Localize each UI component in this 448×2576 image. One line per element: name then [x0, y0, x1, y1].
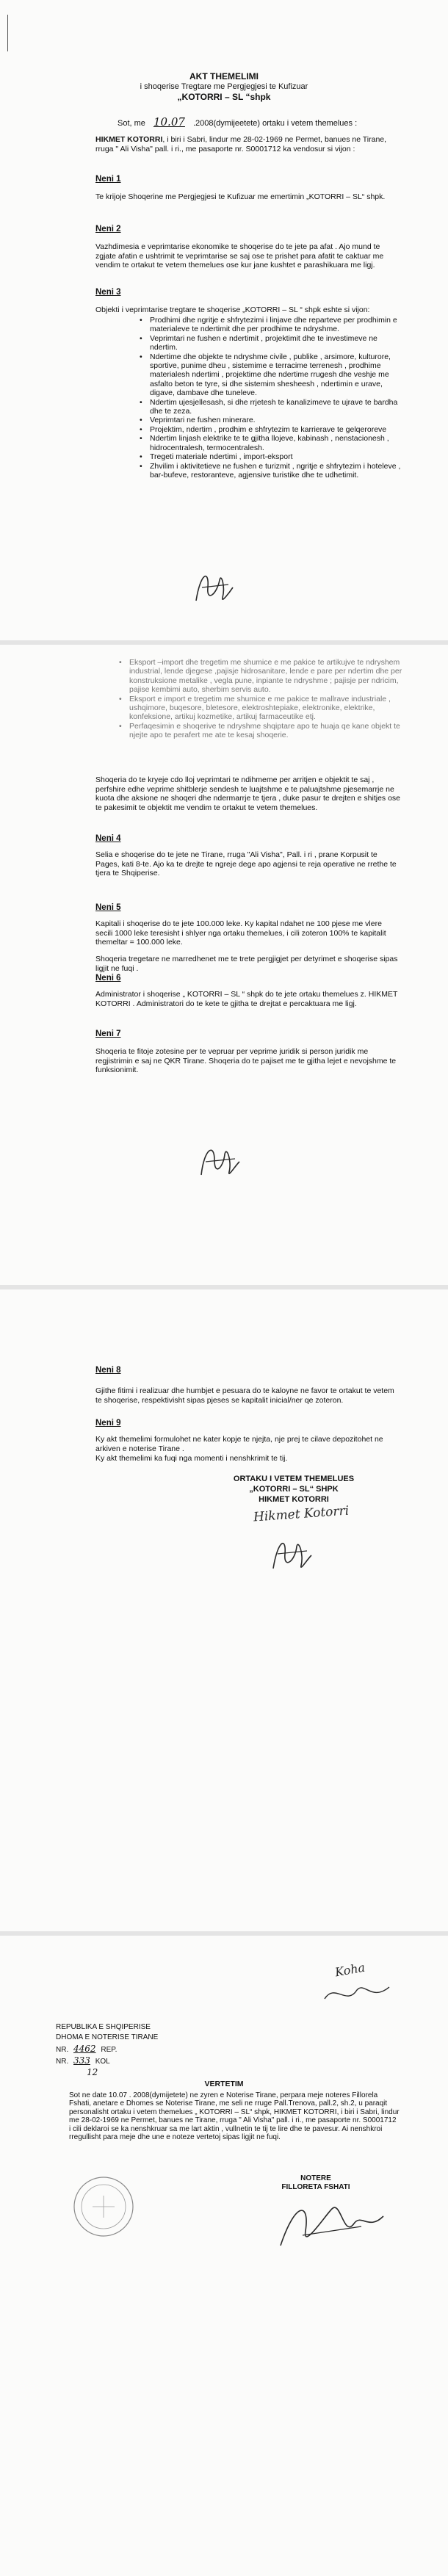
- nr2-value: 333: [73, 2055, 90, 2066]
- rep-label: REP.: [101, 2046, 118, 2054]
- article-5-text: Kapitali i shoqerise do te jete 100.000 leke. Ky kapital ndahet ne 100 pjese me vlere secili 1000 leke teresisht i shlyer nga ortaku themelues, i cili zoteron 100% te kapitalit themeltar = 100.000 leke.: [95, 919, 386, 947]
- initials-signature-3: [264, 1532, 316, 1576]
- date-suffix: .2008(dymijeetete) ortaku i vetem themelues :: [192, 119, 358, 128]
- initials-signature-1: [187, 565, 239, 609]
- initials-signature-2: [192, 1138, 244, 1182]
- list-item: • Perfaqesimin e shoqerive te ndryshme shqiptare apo te huaja qe kane objekt te njejte apo te perafert me ate te kesaj shoqerie.: [116, 722, 402, 740]
- list-item: • Ndertim linjash elektrike te te gjitha llojeve, kabinash , nenstacionesh , hidrocentralesh, termocentralesh.: [137, 434, 401, 452]
- activities-list-2: [116, 658, 402, 740]
- list-item: • Veprimtari ne fushen minerare.: [137, 416, 401, 424]
- article-8-title: Neni 8: [95, 1366, 121, 1375]
- article-9-title: Neni 9: [95, 1419, 121, 1428]
- verification-heading: VERTETIM: [204, 2080, 244, 2088]
- handwritten-note: Koha: [333, 1960, 366, 1980]
- list-item: • Zhvilim i aktivitetieve ne fushen e turizmit , ngritje e shfrytezim i hoteleve , bar-bufeve, restoranteve, agjensive turistike dhe te udhetimit.: [137, 462, 401, 480]
- article-2-text: Vazhdimesia e veprimtarise ekonomike te shoqerise do te jete pa afat . Ajo mund te zgjate afatin e ushtrimit te veprimtarise se saj ose te prishet para afatit te caktuar me vendim te ortakut te vetem themelues ose kur jane kushtet e parashikuara me ligj.: [95, 242, 384, 270]
- list-item: • Veprimtari ne fushen e ndertimit , projektimit dhe te investimeve ne ndertim.: [137, 334, 401, 352]
- handwritten-signature: Hikmet Kotorri: [253, 1503, 350, 1525]
- nr2-label: NR.: [56, 2058, 69, 2066]
- article-9-text: Ky akt themelimi formulohet ne kater kopje te njejta, nje prej te cilave depozitohet ne arkiven e noterise Tirane .: [95, 1435, 383, 1453]
- article-6-title: Neni 6: [95, 974, 121, 983]
- signatory-name: HIKMET KOTORRI: [259, 1495, 329, 1504]
- page-1: [0, 0, 448, 640]
- list-item: • Ndertime dhe objekte te ndryshme civile , publike , arsimore, kulturore, sportive, punime dheu , sistemime e terracime terrenesh , prodhime materialesh ndertimi , projektime dhe ndertime rrugesh dhe veshje me asfalto beton te tyre, si dhe sistemim shesheesh , ndertimin e urave, digave, dambave dhe tuneleve.: [137, 352, 401, 398]
- article-1-text: Te krijoje Shoqerine me Pergjegjesi te Kufizuar me emertimin „KOTORRI – SL“ shpk.: [95, 192, 386, 201]
- list-item: • Eksport –import dhe tregetim me shumice e me pakice te artikujve te ndryshem industrial, lende djegese ,pajisje hidrosanitare, lende e pare per ndertim dhe per konstruksione metalike , vegla pune, inpiante te ndryshme ; pajisje per ndricim, pajise kembimi auto, sherbim servis auto.: [116, 658, 402, 695]
- founder-details: , i biri i Sabri, lindur me 28-02-1969 ne Permet, banues ne Tirane, rruga " Ali Visha" pall. i ri., me pasaporte nr. S0001712 ka vendosur si vijon :: [95, 135, 387, 153]
- article-4-title: Neni 4: [95, 834, 121, 843]
- document-title: AKT THEMELIMI: [189, 71, 259, 82]
- article-2-title: Neni 2: [95, 225, 121, 234]
- article-1-title: Neni 1: [95, 175, 121, 184]
- signatory-company: „KOTORRI – SL“ SHPK: [249, 1485, 339, 1494]
- article-9-text-2: Ky akt themelimi ka fuqi nga momenti i nenshkrimit te tij.: [95, 1454, 288, 1463]
- date-line: [118, 117, 357, 129]
- article-5-title: Neni 5: [95, 903, 121, 912]
- list-item: • Eksport e import e tregetim me shumice e me pakice te mallrave industriale , ushqimore, buqesore, bletesore, elektroshtepiake, elektronike, elektrike, konfeksione, artikuj kozmetike, artikuj farmaceutike etj.: [116, 695, 402, 722]
- signatory-title: ORTAKU I VETEM THEMELUES: [233, 1475, 355, 1483]
- page-2: [0, 645, 448, 1285]
- article-7-text: Shoqeria te fitoje zotesine per te vepruar per veprime juridik si person juridik me regjistrimin e saj ne QKR Tirane. Shoqeria do te pajiset me te gjitha lejet e nevojshme te funksionimit.: [95, 1047, 397, 1075]
- activities-list-1: [137, 316, 401, 480]
- list-item: • Prodhimi dhe ngritje e shfrytezimi i linjave dhe reparteve per prodhimin e materialeve te ndertimit dhe per prodhime te ndryshme.: [137, 316, 401, 334]
- republic-label: REPUBLIKA E SHQIPERISE: [56, 2023, 151, 2031]
- page-3: [0, 1289, 448, 1931]
- notary-title: NOTERE: [300, 2174, 331, 2182]
- company-name-heading: „KOTORRI – SL “shpk: [177, 92, 271, 102]
- article-8-text: Gjithe fitimi i realizuar dhe humbjet e pesuara do te kaloyne ne favor te ortakut te vetem te shoqerise, respektivisht sipas pjeses se kapitalit inicial/ner qe zoteron.: [95, 1386, 394, 1405]
- nr-value: 4462: [73, 2044, 96, 2054]
- article-3-title: Neni 3: [95, 288, 121, 297]
- article-3-closing: Shoqeria do te kryeje cdo lloj veprimtari te ndihmeme per arritjen e objektit te saj , perfshire edhe veprime shitblerje sendesh te luajtshme e te paluajtshme pjesemarrje ne kuota dhe aksione ne shoqeri dhe ndermarrje te tjera , duke pasur te drejten e shitjes ose te pakesimit te objektit me vendim te ortakut te vetem themelues.: [95, 775, 401, 812]
- notary-seal: [71, 2174, 137, 2240]
- date-prefix: Sot, me: [118, 119, 145, 128]
- article-4-text: Selia e shoqerise do te jete ne Tirane, rruga "Ali Visha", Pall. i ri , prane Korpusit te Pages, kati 8-te. Ajo ka te drejte te ngreje dege apo agjensi te reja operative ne rrethe te tjera te Shqiperise.: [95, 850, 397, 878]
- article-6-text: Administrator i shoqerise „ KOTORRI – SL “ shpk do te jete ortaku themelues z. HIKMET KOTORRI . Administratori do te kete te gjitha te drejtat e percaktuara me ligj.: [95, 990, 398, 1008]
- document-subtitle: i shoqerise Tregtare me Pergjegjesi te Kufizuar: [140, 82, 308, 91]
- chamber-label: DHOMA E NOTERISE TIRANE: [56, 2033, 159, 2041]
- sub-number: 12: [87, 2067, 98, 2077]
- article-7-title: Neni 7: [95, 1030, 121, 1038]
- verification-text: Sot ne date 10.07 . 2008(dymijetete) ne zyren e Noterise Tirane, perpara meje noteres Fillorela Fshati, anetare e Dhomes se Noterise Tirane, me seli ne rruge Pall.Trenova, pall.2, sh.2, u paraqit personalisht ortaku i vetem themelues „ KOTORRI – SL“ shpk, HIKMET KOTORRI, i biri i Sabri, lindur me 28-02-1969 ne Permet, banues ne Tirane, rruga " Ali Visha" pall. i ri., me pasaporte nr. S0001712 i cili deklaroi se ka nenshkruar sa me lart aktin , vullnetin te tij te lire dhe te pavesur. Ai nenshkroi rregullisht para meje dhe une e noteze vertetoj sipas ligjit ne fuqi.: [69, 2091, 400, 2142]
- collection-number-row: [56, 2056, 110, 2066]
- article-5-text-2: Shoqeria tregetare ne marredhenet me te trete pergjigjet per detyrimet e shoqerise sipas ligjit ne fuqi .: [95, 955, 398, 973]
- list-item: • Tregeti materiale ndertimi , import-eksport: [137, 452, 401, 461]
- margin-mark: [7, 15, 8, 51]
- date-handwritten: 10.07: [153, 115, 185, 129]
- note-scribble: [320, 1977, 394, 2011]
- kol-label: KOL: [95, 2058, 110, 2066]
- article-3-intro: Objekti i veprimtarise tregtare te shoqerise „KOTORRI – SL “ shpk eshte si vijon:: [95, 305, 370, 314]
- list-item: • Projektim, ndertim , prodhim e shfrytezim te karrierave te gelqeroreve: [137, 425, 401, 434]
- founder-name: HIKMET KOTORRI: [95, 135, 163, 144]
- notary-name: FILLORETA FSHATI: [281, 2183, 350, 2191]
- register-number-row: [56, 2044, 117, 2055]
- nr-label: NR.: [56, 2046, 69, 2054]
- founder-paragraph: [95, 135, 400, 153]
- page-4: [0, 1936, 448, 2576]
- notary-signature: [273, 2194, 391, 2260]
- list-item: • Ndertim ujesjellesash, si dhe rrjetesh te kanalizimeve te ujrave te bardha dhe te zeza.: [137, 398, 401, 416]
